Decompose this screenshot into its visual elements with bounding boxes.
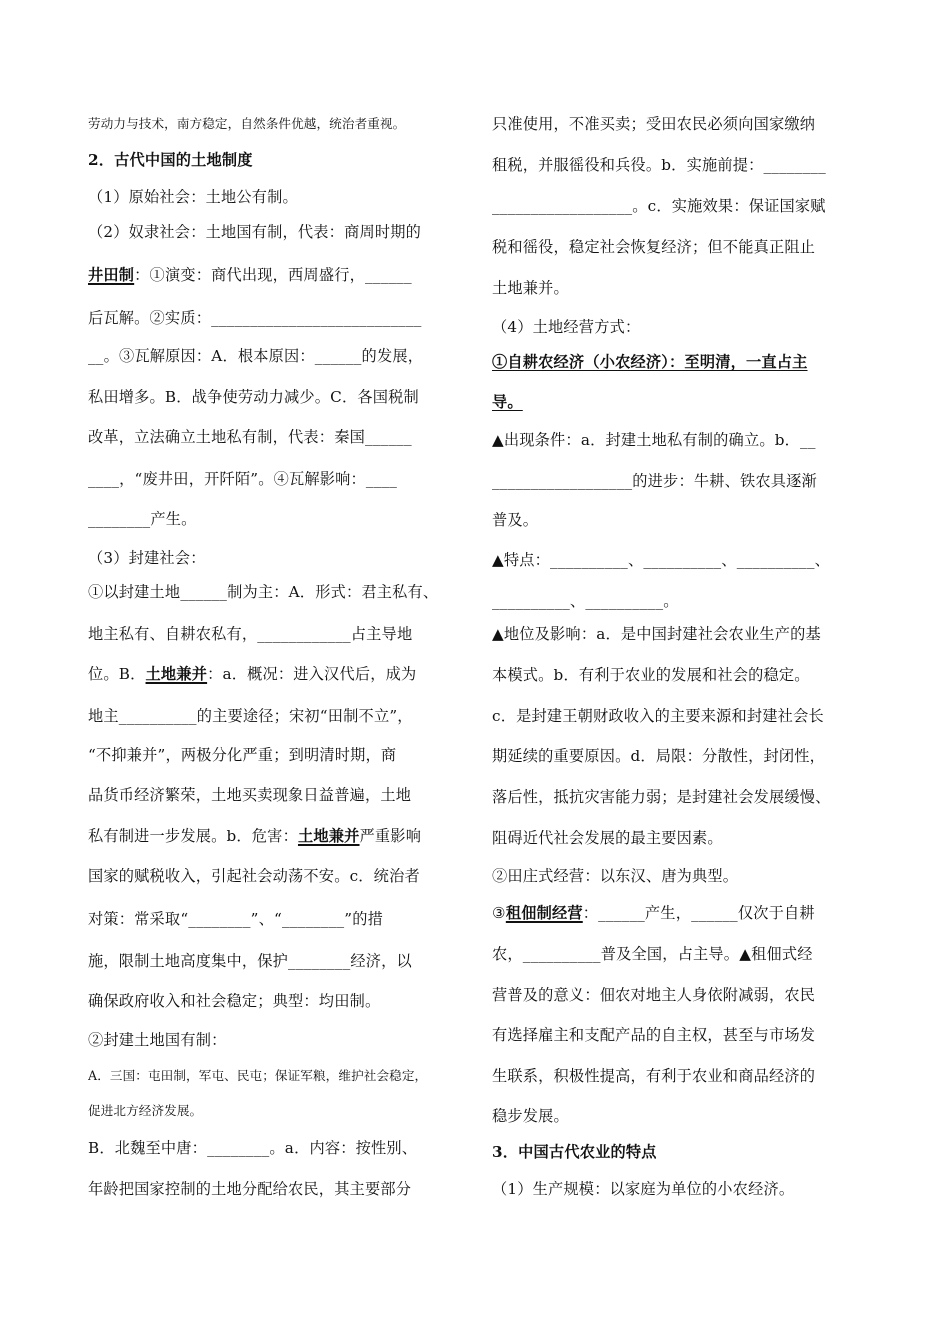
text-line: 国家的赋税收入，引起社会动荡不安。c．统治者 xyxy=(88,867,420,885)
key-term: 土地兼并 xyxy=(145,665,208,683)
text-line: ________产生。 xyxy=(88,510,197,528)
section-heading: 2．古代中国的土地制度 xyxy=(88,151,253,169)
text-line: ①以封建土地______制为主：A．形式：君主私有、 xyxy=(88,583,439,601)
text-line: 对策：常采取“________”、“________”的措 xyxy=(88,910,384,928)
line-text: ：a．概况：进入汉代后，成为 xyxy=(207,665,417,683)
text-line: 地主__________的主要途径；宋初“田制不立”， xyxy=(88,707,413,725)
text-line: 土地兼并。 xyxy=(492,279,569,297)
text-line: 期延续的重要原因。d．局限：分散性，封闭性， xyxy=(492,747,826,765)
text-line: （4）土地经营方式： xyxy=(492,318,641,336)
text-line: 有选择雇主和支配产品的自主权，甚至与市场发 xyxy=(492,1026,816,1044)
text-line: 私田增多。B．战争使劳动力减少。C．各国税制 xyxy=(88,388,419,406)
text-line: __________________的进步：牛耕、铁农具逐渐 xyxy=(492,472,817,490)
text-line: 只准使用，不准买卖；受田农民必须向国家缴纳 xyxy=(492,115,816,133)
text-line: 确保政府收入和社会稳定；典型：均田制。 xyxy=(88,992,381,1010)
text-line: 阻碍近代社会发展的最主要因素。 xyxy=(492,829,723,847)
text-line: ▲地位及影响：a．是中国封建社会农业生产的基 xyxy=(492,625,821,643)
key-term: 井田制 xyxy=(88,266,135,284)
line-text: 私有制进一步发展。b．危害： xyxy=(88,827,298,845)
key-term: 土地兼并 xyxy=(297,827,360,845)
text-line: 落后性，抵抗灾害能力弱；是封建社会发展缓慢、 xyxy=(492,788,831,806)
text-line: （2）奴隶社会：土地国有制，代表：商周时期的 xyxy=(88,223,422,241)
line-text: ：①演变：商代出现，西周盛行，______ xyxy=(134,266,412,284)
underlined-text: 导。 xyxy=(492,393,523,411)
text-line: 生联系，积极性提高，有利于农业和商品经济的 xyxy=(492,1067,816,1085)
text-line xyxy=(492,390,523,414)
text-line: ▲特点：__________、__________、__________、 xyxy=(492,551,831,569)
section-heading: 3．中国古代农业的特点 xyxy=(492,1143,657,1161)
line-text: ③ xyxy=(492,904,506,922)
text-line: A．三国：屯田制，军屯、民屯；保证军粮，维护社会稳定， xyxy=(88,1068,428,1083)
text-line: ____，“废井田，开阡陌”。④瓦解影响：____ xyxy=(88,470,398,488)
text-line: 税和徭役，稳定社会恢复经济；但不能真正阻止 xyxy=(492,238,816,256)
text-line: 稳步发展。 xyxy=(492,1107,569,1125)
text-line: __。③瓦解原因：A．根本原因：______的发展， xyxy=(88,347,424,365)
text-line: ②封建土地国有制： xyxy=(88,1031,227,1049)
text-line: c．是封建王朝财政收入的主要来源和封建社会长 xyxy=(492,707,824,725)
text-line: “不抑兼并”，两极分化严重；到明清时期，商 xyxy=(88,746,397,764)
text-line xyxy=(492,350,808,374)
text-line: 后瓦解。②实质：___________________________ xyxy=(88,309,422,327)
text-line xyxy=(88,263,412,287)
text-line: （1）原始社会：土地公有制。 xyxy=(88,188,298,206)
underlined-text: ①自耕农经济（小农经济）：至明清，一直占主 xyxy=(492,353,808,371)
text-line: 农，__________普及全国，占主导。▲租佃式经 xyxy=(492,945,813,963)
key-term: 租佃制经营 xyxy=(505,904,583,922)
text-line: 改革，立法确立土地私有制，代表：秦国______ xyxy=(88,428,412,446)
text-line: （3）封建社会： xyxy=(88,549,206,567)
text-line: 品货币经济繁荣，土地买卖现象日益普遍，土地 xyxy=(88,786,412,804)
text-line xyxy=(492,901,815,925)
text-line: 营普及的意义：佃农对地主人身依附减弱，农民 xyxy=(492,986,816,1004)
text-line xyxy=(88,824,421,848)
text-line: 施，限制土地高度集中，保护________经济，以 xyxy=(88,952,412,970)
text-line: ②田庄式经营：以东汉、唐为典型。 xyxy=(492,867,739,885)
text-line: 地主私有、自耕农私有，____________占主导地 xyxy=(88,625,413,643)
text-line: 租税，并服徭役和兵役。b．实施前提：________ xyxy=(492,156,826,174)
line-text: 位。B． xyxy=(88,665,146,683)
text-line: ▲出现条件：a．封建土地私有制的确立。b．__ xyxy=(492,431,816,449)
text-line: 促进北方经济发展。 xyxy=(88,1103,203,1118)
text-line: 劳动力与技术，南方稳定，自然条件优越，统治者重视。 xyxy=(88,116,406,131)
text-line: 年龄把国家控制的土地分配给农民，其主要部分 xyxy=(88,1180,412,1198)
text-line: __________、__________。 xyxy=(492,592,679,610)
text-line: 普及。 xyxy=(492,511,539,529)
text-line: 本模式。b．有利于农业的发展和社会的稳定。 xyxy=(492,666,810,684)
text-line xyxy=(88,662,416,686)
line-text: 严重影响 xyxy=(359,827,422,845)
text-line: __________________。c．实施效果：保证国家赋 xyxy=(492,197,826,215)
text-line: B．北魏至中唐：________。a．内容：按性别、 xyxy=(88,1139,418,1157)
text-line: （1）生产规模：以家庭为单位的小农经济。 xyxy=(492,1180,795,1198)
line-text: ：______产生，______仅次于自耕 xyxy=(582,904,815,922)
